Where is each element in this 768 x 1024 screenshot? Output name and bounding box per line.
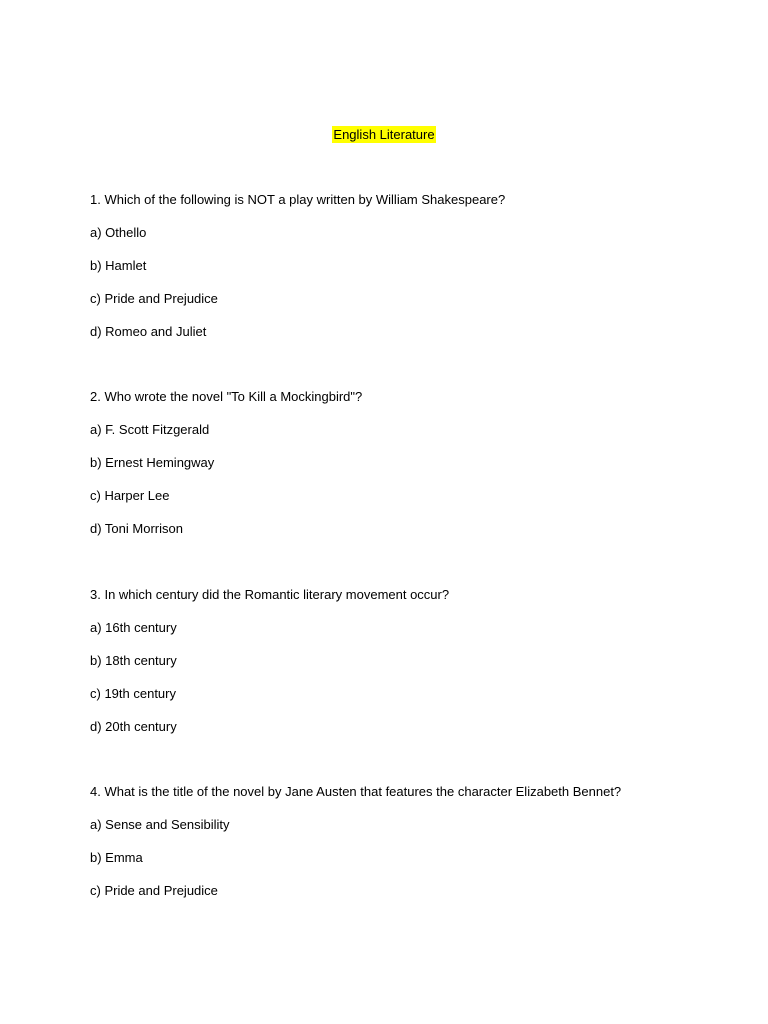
answer-option: a) F. Scott Fitzgerald: [90, 422, 210, 437]
answer-option: c) Pride and Prejudice: [90, 291, 218, 306]
answer-option: b) 18th century: [90, 653, 177, 668]
question-text: 4. What is the title of the novel by Jane Austen that features the character Elizabeth Bennet?: [90, 784, 622, 799]
answer-option: a) Sense and Sensibility: [90, 817, 230, 832]
question-block-2: [90, 389, 730, 554]
answer-option: b) Ernest Hemingway: [90, 455, 215, 470]
question-block-3: [90, 587, 730, 752]
answer-option: d) Romeo and Juliet: [90, 324, 207, 339]
question-block-1: [90, 192, 730, 357]
document-title: English Literature: [333, 127, 435, 142]
question-text: 1. Which of the following is NOT a play written by William Shakespeare?: [90, 192, 506, 207]
answer-option: b) Emma: [90, 850, 143, 865]
title-row: [0, 126, 768, 144]
answer-option: a) Othello: [90, 225, 147, 240]
answer-option: d) Toni Morrison: [90, 521, 183, 536]
question-text: 2. Who wrote the novel "To Kill a Mockingbird"?: [90, 389, 363, 404]
answer-option: c) Harper Lee: [90, 488, 170, 503]
question-text: 3. In which century did the Romantic literary movement occur?: [90, 587, 450, 602]
answer-option: c) Pride and Prejudice: [90, 883, 218, 898]
answer-option: d) 20th century: [90, 719, 177, 734]
question-block-4: [90, 784, 730, 916]
answer-option: a) 16th century: [90, 620, 177, 635]
answer-option: c) 19th century: [90, 686, 176, 701]
answer-option: b) Hamlet: [90, 258, 147, 273]
